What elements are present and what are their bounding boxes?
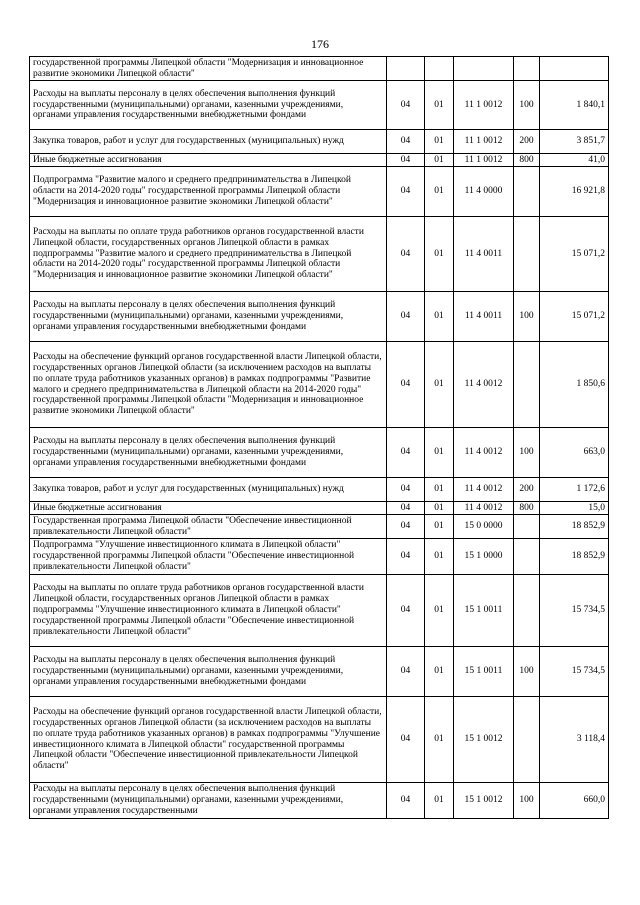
row-subsection-cell: 01 bbox=[425, 575, 454, 647]
row-section-cell: 04 bbox=[387, 647, 425, 697]
row-section-cell: 04 bbox=[387, 697, 425, 783]
table-row bbox=[30, 478, 609, 502]
row-name-cell: Государственная программа Липецкой области "Обеспечение инвестиционной привлекательности Липецкой области" bbox=[30, 515, 387, 539]
row-expense-type-cell bbox=[514, 342, 540, 428]
row-section-cell: 04 bbox=[387, 292, 425, 342]
row-section-cell: 04 bbox=[387, 478, 425, 502]
row-section-cell: 04 bbox=[387, 167, 425, 217]
row-section-cell: 04 bbox=[387, 783, 425, 819]
row-section-cell: 04 bbox=[387, 515, 425, 539]
row-amount-cell: 663,0 bbox=[540, 428, 609, 478]
row-expense-type-cell bbox=[514, 575, 540, 647]
row-amount-cell: 15,0 bbox=[540, 502, 609, 515]
row-subsection-cell: 01 bbox=[425, 292, 454, 342]
row-name-cell: Расходы на обеспечение функций органов государственной власти Липецкой области, государственных органов Липецкой области (за исключением расходов на выплаты по оплате труда работников указанных органов) в рамках подпрограммы "Улучшение инвестиционного климата в Липецкой области" государственной программы Липецкой области "Обеспечение инвестиционной привлекательности Липецкой области" bbox=[30, 697, 387, 783]
row-amount-cell: 3 118,4 bbox=[540, 697, 609, 783]
table-row bbox=[30, 217, 609, 292]
row-subsection-cell: 01 bbox=[425, 130, 454, 154]
row-amount-cell: 15 734,5 bbox=[540, 647, 609, 697]
row-target-article-cell: 11 1 0012 bbox=[454, 130, 514, 154]
row-expense-type-cell bbox=[514, 539, 540, 575]
row-target-article-cell: 11 4 0012 bbox=[454, 342, 514, 428]
row-target-article-cell: 11 1 0012 bbox=[454, 81, 514, 130]
row-subsection-cell: 01 bbox=[425, 478, 454, 502]
row-target-article-cell: 11 4 0011 bbox=[454, 217, 514, 292]
table-row bbox=[30, 502, 609, 515]
row-name-cell: Закупка товаров, работ и услуг для государственных (муниципальных) нужд bbox=[30, 478, 387, 502]
row-expense-type-cell: 100 bbox=[514, 428, 540, 478]
row-target-article-cell: 11 1 0012 bbox=[454, 154, 514, 167]
table-row bbox=[30, 783, 609, 819]
row-target-article-cell: 15 1 0012 bbox=[454, 697, 514, 783]
row-subsection-cell: 01 bbox=[425, 167, 454, 217]
row-name-cell: Расходы на выплаты персоналу в целях обеспечения выполнения функций государственными (муниципальными) органами, казенными учреждениями, органами управления государственными внебюджетными фондами bbox=[30, 81, 387, 130]
row-amount-cell: 3 851,7 bbox=[540, 130, 609, 154]
row-subsection-cell: 01 bbox=[425, 428, 454, 478]
table-row bbox=[30, 697, 609, 783]
row-subsection-cell: 01 bbox=[425, 697, 454, 783]
row-amount-cell: 41,0 bbox=[540, 154, 609, 167]
row-expense-type-cell: 200 bbox=[514, 130, 540, 154]
row-target-article-cell: 11 4 0011 bbox=[454, 292, 514, 342]
row-expense-type-cell: 200 bbox=[514, 478, 540, 502]
row-subsection-cell: 01 bbox=[425, 539, 454, 575]
row-subsection-cell: 01 bbox=[425, 217, 454, 292]
row-name-cell: Расходы на выплаты по оплате труда работников органов государственной власти Липецкой области, государственных органов Липецкой области в рамках подпрограммы "Развитие малого и среднего предпринимательства в Липецкой области на 2014-2020 годы" государственной программы Липецкой области "Модернизация и инновационное развитие экономики Липецкой области" bbox=[30, 217, 387, 292]
row-amount-cell: 18 852,9 bbox=[540, 515, 609, 539]
row-name-cell: Закупка товаров, работ и услуг для государственных (муниципальных) нужд bbox=[30, 130, 387, 154]
row-name-cell: Расходы на выплаты персоналу в целях обеспечения выполнения функций государственными (муниципальными) органами, казенными учреждениями, органами управления государственными внебюджетными фондами bbox=[30, 647, 387, 697]
row-subsection-cell: 01 bbox=[425, 647, 454, 697]
row-target-article-cell: 11 4 0012 bbox=[454, 478, 514, 502]
row-amount-cell: 660,0 bbox=[540, 783, 609, 819]
row-subsection-cell: 01 bbox=[425, 502, 454, 515]
row-section-cell: 04 bbox=[387, 575, 425, 647]
table-row bbox=[30, 515, 609, 539]
table-row bbox=[30, 57, 609, 81]
row-expense-type-cell bbox=[514, 57, 540, 81]
row-name-cell: Подпрограмма "Развитие малого и среднего предпринимательства в Липецкой области на 2014-2020 годы" государственной программы Липецкой области "Модернизация и инновационное развитие экономики Липецкой области" bbox=[30, 167, 387, 217]
row-section-cell: 04 bbox=[387, 217, 425, 292]
row-section-cell: 04 bbox=[387, 154, 425, 167]
row-expense-type-cell: 800 bbox=[514, 154, 540, 167]
row-name-cell: Расходы на обеспечение функций органов государственной власти Липецкой области, государственных органов Липецкой области (за исключением расходов на выплаты по оплате труда работников указанных органов) в рамках подпрограммы "Развитие малого и среднего предпринимательства в Липецкой области на 2014-2020 годы" государственной программы Липецкой области "Модернизация и инновационное развитие экономики Липецкой области" bbox=[30, 342, 387, 428]
row-name-cell: Расходы на выплаты персоналу в целях обеспечения выполнения функций государственными (муниципальными) органами, казенными учреждениями, органами управления государственными bbox=[30, 783, 387, 819]
row-subsection-cell: 01 bbox=[425, 515, 454, 539]
table-row bbox=[30, 81, 609, 130]
row-section-cell: 04 bbox=[387, 539, 425, 575]
row-name-cell: Расходы на выплаты по оплате труда работников органов государственной власти Липецкой области, государственных органов Липецкой области в рамках подпрограммы "Улучшение инвестиционного климата в Липецкой области" государственной программы Липецкой области "Обеспечение инвестиционной привлекательности Липецкой области" bbox=[30, 575, 387, 647]
row-section-cell: 04 bbox=[387, 81, 425, 130]
row-name-cell: Иные бюджетные ассигнования bbox=[30, 154, 387, 167]
table-row bbox=[30, 575, 609, 647]
row-target-article-cell: 11 4 0012 bbox=[454, 502, 514, 515]
row-expense-type-cell bbox=[514, 697, 540, 783]
table-row bbox=[30, 130, 609, 154]
row-amount-cell: 1 172,6 bbox=[540, 478, 609, 502]
row-amount-cell: 1 840,1 bbox=[540, 81, 609, 130]
row-name-cell: Подпрограмма "Улучшение инвестиционного климата в Липецкой области" государственной программы Липецкой области "Обеспечение инвестиционной привлекательности Липецкой области" bbox=[30, 539, 387, 575]
table-row bbox=[30, 342, 609, 428]
row-amount-cell: 16 921,8 bbox=[540, 167, 609, 217]
row-target-article-cell: 11 4 0000 bbox=[454, 167, 514, 217]
row-expense-type-cell bbox=[514, 217, 540, 292]
row-section-cell: 04 bbox=[387, 342, 425, 428]
row-name-cell: Расходы на выплаты персоналу в целях обеспечения выполнения функций государственными (муниципальными) органами, казенными учреждениями, органами управления государственными внебюджетными фондами bbox=[30, 428, 387, 478]
table-row bbox=[30, 292, 609, 342]
row-subsection-cell: 01 bbox=[425, 154, 454, 167]
row-amount-cell bbox=[540, 57, 609, 81]
row-subsection-cell: 01 bbox=[425, 81, 454, 130]
budget-table bbox=[29, 56, 609, 819]
row-expense-type-cell bbox=[514, 167, 540, 217]
row-expense-type-cell: 100 bbox=[514, 292, 540, 342]
table-row bbox=[30, 167, 609, 217]
row-section-cell: 04 bbox=[387, 130, 425, 154]
table-row bbox=[30, 154, 609, 167]
row-amount-cell: 1 850,6 bbox=[540, 342, 609, 428]
row-subsection-cell bbox=[425, 57, 454, 81]
row-expense-type-cell: 100 bbox=[514, 81, 540, 130]
page-number: 176 bbox=[311, 37, 329, 51]
row-amount-cell: 15 071,2 bbox=[540, 217, 609, 292]
row-name-cell: Расходы на выплаты персоналу в целях обеспечения выполнения функций государственными (муниципальными) органами, казенными учреждениями, органами управления государственными внебюджетными фондами bbox=[30, 292, 387, 342]
row-target-article-cell: 15 1 0012 bbox=[454, 783, 514, 819]
row-target-article-cell bbox=[454, 57, 514, 81]
row-name-cell: государственной программы Липецкой области "Модернизация и инновационное развитие экономики Липецкой области" bbox=[30, 57, 387, 81]
row-amount-cell: 15 071,2 bbox=[540, 292, 609, 342]
row-subsection-cell: 01 bbox=[425, 342, 454, 428]
row-expense-type-cell: 100 bbox=[514, 647, 540, 697]
budget-table-body bbox=[30, 57, 609, 819]
row-expense-type-cell: 100 bbox=[514, 783, 540, 819]
row-subsection-cell: 01 bbox=[425, 783, 454, 819]
row-section-cell bbox=[387, 57, 425, 81]
row-amount-cell: 15 734,5 bbox=[540, 575, 609, 647]
row-expense-type-cell bbox=[514, 515, 540, 539]
row-section-cell: 04 bbox=[387, 428, 425, 478]
row-expense-type-cell: 800 bbox=[514, 502, 540, 515]
table-row bbox=[30, 539, 609, 575]
row-target-article-cell: 15 1 0011 bbox=[454, 575, 514, 647]
table-row bbox=[30, 647, 609, 697]
row-amount-cell: 18 852,9 bbox=[540, 539, 609, 575]
row-name-cell: Иные бюджетные ассигнования bbox=[30, 502, 387, 515]
row-target-article-cell: 15 0 0000 bbox=[454, 515, 514, 539]
row-target-article-cell: 11 4 0012 bbox=[454, 428, 514, 478]
row-target-article-cell: 15 1 0011 bbox=[454, 647, 514, 697]
row-section-cell: 04 bbox=[387, 502, 425, 515]
row-target-article-cell: 15 1 0000 bbox=[454, 539, 514, 575]
table-row bbox=[30, 428, 609, 478]
